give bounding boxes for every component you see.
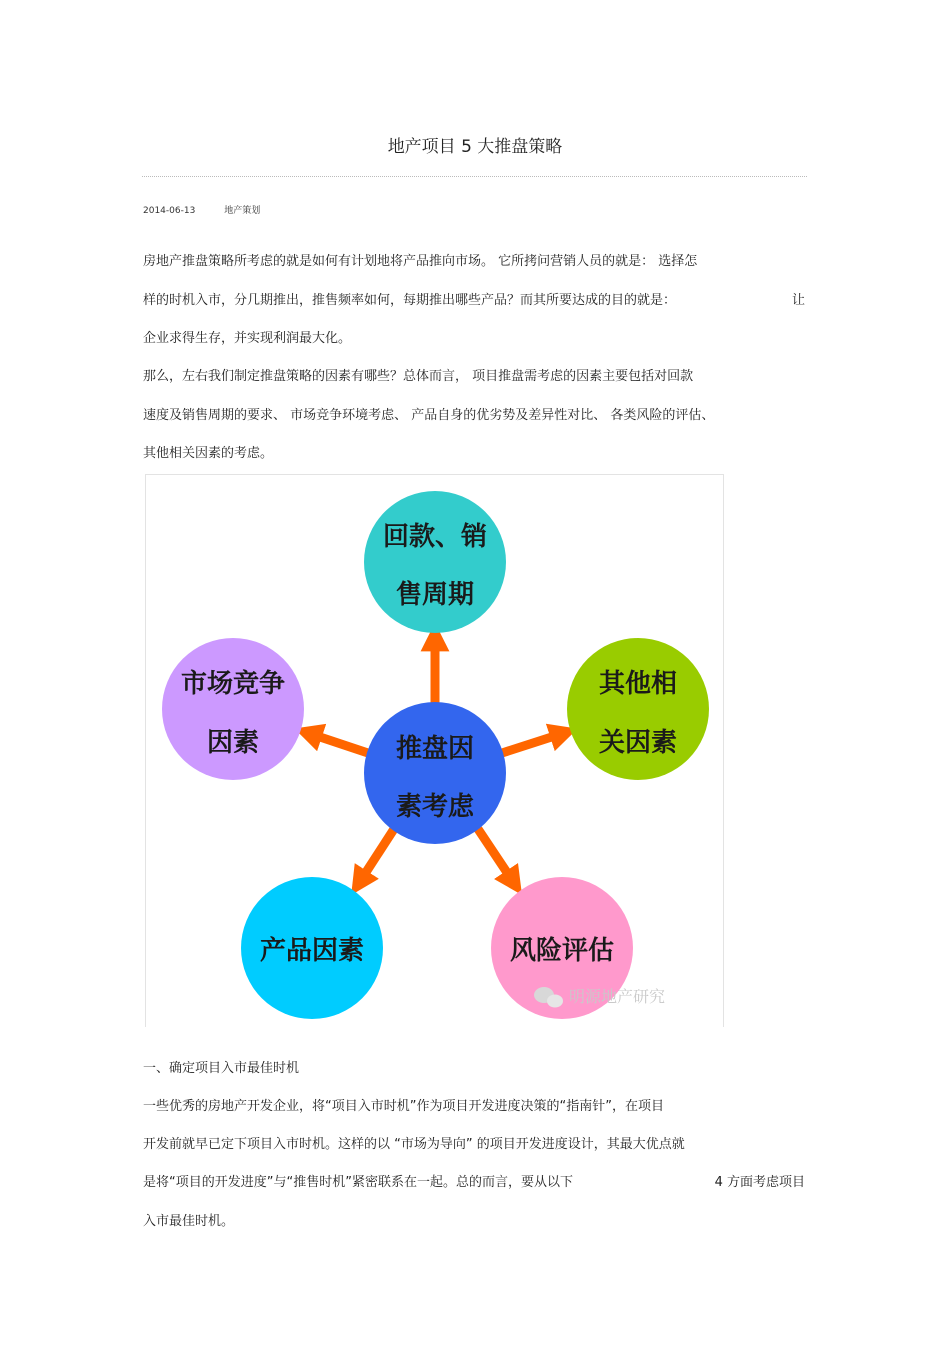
node-label-risk: 风险评估	[509, 936, 615, 966]
node-label-collection: 回款、销	[382, 522, 488, 552]
node-circle-center	[364, 702, 506, 844]
arrow-right	[502, 733, 564, 753]
publish-date: 2014-06-13	[143, 206, 196, 216]
intro-line-text: 速度及销售周期的要求、 市场竞争环境考虑、 产品自身的优劣势及差异性对比、 各类风险的评估、	[143, 408, 715, 423]
node-label-other: 其他相	[598, 669, 678, 699]
category-label: 地产策划	[224, 206, 261, 216]
node-label-product: 产品因素	[259, 936, 365, 966]
arrow-left	[308, 733, 368, 753]
section-line	[143, 1133, 805, 1152]
node-label-other: 关因素	[598, 728, 678, 758]
node-label-competition: 市场竞争	[180, 669, 286, 699]
section-line-tail: 4 方面考虑项目	[714, 1175, 805, 1190]
section-line-text: 是将“项目的开发进度”与“推售时机”紧密联系在一起。总的而言，要从以下	[143, 1175, 573, 1190]
intro-line	[143, 442, 805, 461]
section-line	[143, 1095, 805, 1114]
intro-line	[143, 289, 805, 308]
intro-line-text: 样的时机入市，分几期推出，推售频率如何，每期推出哪些产品？而其所要达成的目的就是：	[143, 293, 677, 308]
page-title: 地产项目 5 大推盘策略	[387, 137, 563, 157]
intro-line-text: 房地产推盘策略所考虑的就是如何有计划地将产品推向市场。 它所拷问营销人员的就是： 选择怎	[143, 254, 698, 269]
section-line-text: 一些优秀的房地产开发企业，将“项目入市时机”作为项目开发进度决策的“指南针”，在项目	[143, 1099, 664, 1114]
arrow-down-left	[359, 829, 394, 883]
intro-line-text: 那么，左右我们制定推盘策略的因素有哪些？总体而言， 项目推盘需考虑的因素主要包括对回款	[143, 369, 694, 384]
node-circle-collection	[364, 491, 506, 633]
node-circle-competition	[162, 638, 304, 780]
node-label-center: 素考虑	[395, 792, 475, 822]
title-divider	[142, 176, 807, 177]
intro-line	[143, 404, 805, 423]
intro-line	[143, 327, 805, 346]
section-line-text: 入市最佳时机。	[143, 1214, 235, 1229]
watermark-text: 明源地产研究	[569, 987, 666, 1006]
arrow-down-right	[478, 829, 514, 883]
node-label-center: 推盘因	[395, 734, 475, 764]
section-line-text: 开发前就早已定下项目入市时机。这样的以 “市场为导向” 的项目开发进度设计，其最大优点就	[143, 1137, 685, 1152]
intro-line-text: 其他相关因素的考虑。	[143, 446, 274, 461]
intro-line	[143, 365, 805, 384]
node-label-collection: 售周期	[395, 580, 475, 610]
section-line	[143, 1210, 805, 1229]
intro-line	[143, 250, 805, 269]
section-line	[143, 1171, 805, 1190]
article-meta	[143, 203, 286, 216]
section-heading: 一、确定项目入市最佳时机	[143, 1061, 300, 1076]
intro-line-text: 企业求得生存，并实现利润最大化。	[143, 331, 352, 346]
factor-diagram-svg	[146, 475, 723, 1027]
node-label-competition: 因素	[206, 728, 260, 758]
intro-line-tail: 让	[791, 293, 805, 308]
factor-diagram	[145, 474, 724, 1027]
node-circle-other	[567, 638, 709, 780]
